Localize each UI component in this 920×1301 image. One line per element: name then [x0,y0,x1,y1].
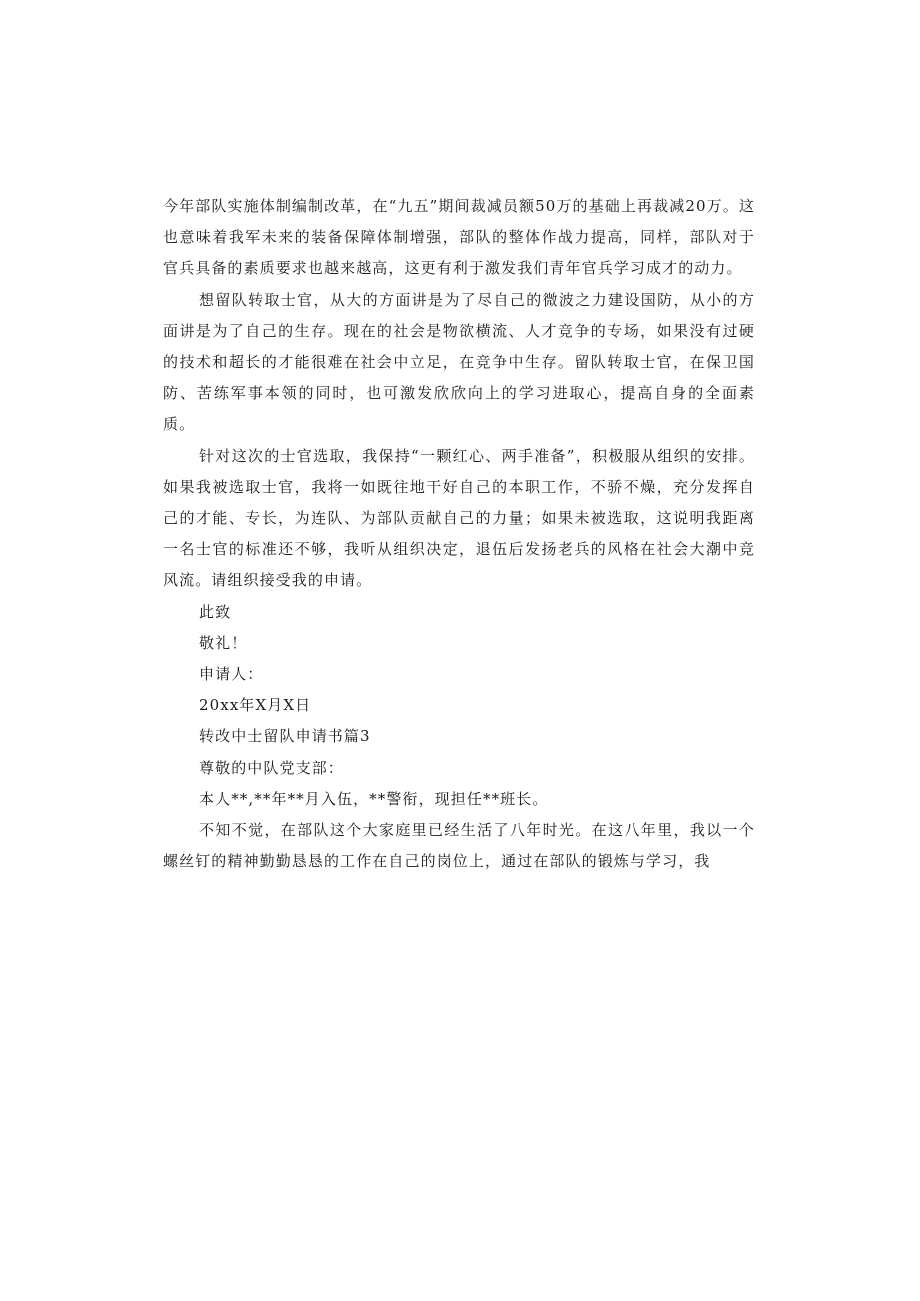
salute-line: 敬礼！ [199,633,248,652]
closing-line: 此致 [199,602,232,621]
intro-line: 本人**,**年**月入伍，**警衔，现担任**班长。 [199,789,549,808]
body-paragraph-1: 今年部队实施体制编制改革，在“九五”期间裁减员额50万的基础上再裁减20万。这也意味着我军未来的装备保障体制增强，部队的整体作战力提高，同样，部队对于官兵具备的素质要求也越来越高，这更有利于激发我们青年官兵学习成才的动力。 [163,197,755,278]
document-page [163,191,755,877]
applicant-line: 申请人： [199,665,264,684]
body-paragraph-4: 不知不觉，在部队这个大家庭里已经生活了八年时光。在这八年里，我以一个螺丝钉的精神勤勤恳恳的工作在自己的岗位上，通过在部队的锻炼与学习，我 [163,821,755,871]
greeting-line: 尊敬的中队党支部： [199,758,344,777]
body-paragraph-2: 想留队转取士官，从大的方面讲是为了尽自己的微波之力建设国防，从小的方面讲是为了自己的生存。现在的社会是物欲横流、人才竞争的专场，如果没有过硬的技术和超长的才能很难在社会中立足，在竞争中生存。留队转取士官，在保卫国防、苦练军事本领的同时，也可激发欣欣向上的学习进取心，提高自身的全面素质。 [163,290,755,434]
date-line: 20xx年X月X日 [199,696,312,715]
body-paragraph-3: 针对这次的士官选取，我保持“一颗红心、两手准备”，积极服从组织的安排。如果我被选取士官，我将一如既往地干好自己的本职工作，不骄不燥，充分发挥自己的才能、专长，为连队、为部队贡献自己的力量；如果未被选取，这说明我距离一名士官的标准还不够，我听从组织决定，退伍后发扬老兵的风格在社会大潮中竞风流。请组织接受我的申请。 [163,446,755,590]
section-title: 转改中士留队申请书篇3 [199,727,371,746]
